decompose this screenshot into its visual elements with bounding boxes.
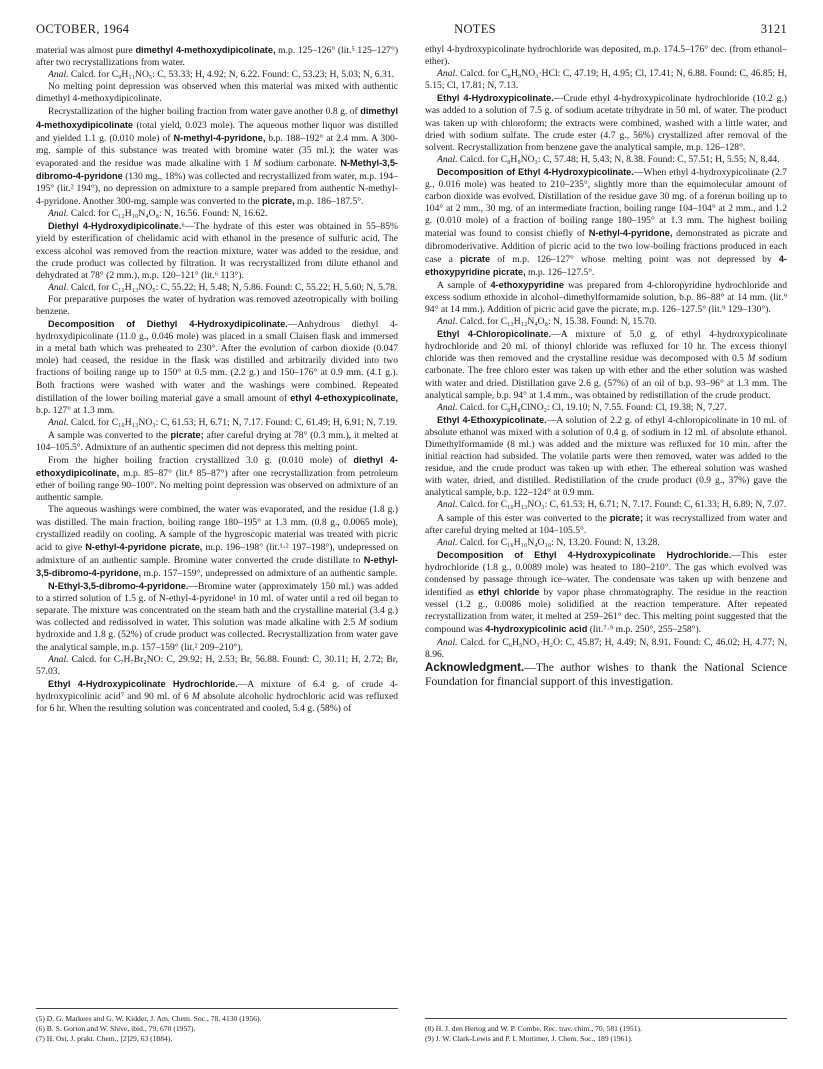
footnote: (7) H. Ost, J. prakt. Chem., [2]29, 63 (1884).: [36, 1034, 173, 1043]
paragraph: Anal. Calcd. for C₁₆H₁₆N₄O₁₀: N, 13.20. Found: N, 13.28.: [437, 536, 660, 548]
section-title: NOTES: [454, 22, 496, 36]
acknowledgment-text: —The author wishes to thank the National Science Foundation for financial support of this investigation.: [425, 660, 787, 688]
left-footnotes: [36, 1008, 398, 1044]
paragraph: Anal. Calcd. for C₈H₉NO₃·HCl: C, 47.19; H, 4.95; Cl, 17.41; N, 6.88. Found: C, 46.85; H, 5.15; Cl, 17.81; N, 7.13.: [425, 68, 787, 92]
paragraph: ethyl 4-hydroxypicolinate hydrochloride was deposited, m.p. 174.5–176° dec. (from ethanol–ether).: [425, 44, 787, 68]
paragraph: Anal. Calcd. for C₁₁H₁₃NO₅: C, 55.22; H, 5.48; N, 5.86. Found: C, 55.22; H, 5.60; N, 5.78.: [48, 281, 398, 293]
paragraph: Decomposition of Diethyl 4-Hydroxydipicolinate.—Anhydrous diethyl 4-hydroxydipicolinate (11.0 g., 0.046 mole) was placed in a small Claisen flask and immersed in a metal bath which was preheated to 230°. After the evolution of carbon dioxide (0.047 mole) had ceased, the residue in the flask was distilled and arbitrarily divided into two fractions of boiling range up to 150° at 0.5 mm. (2.2 g.) and 150–176° at 0.9 mm. (4.1 g.). Both fractions were washed with water and the washings were combined. Repeated distillation of the lower boiling material gave a small amount of ethyl 4-ethoxypicolinate, b.p. 127° at 1.3 mm.: [36, 319, 398, 416]
paragraph: The aqueous washings were combined, the water was evaporated, and the residue (1.8 g.) was distilled. The main fraction, boiling range 180–195° at 1.3 mm. (0.8 g., 0.0065 mole), crystallized readily on cooling. A sample of the hygroscopic material was treated with picric acid to give N-ethyl-4-pyridone picrate, m.p. 196–198° (lit.¹·² 197–198°), undepressed on admixture of an authentic sample. Bromine water converted the crude distillate to N-ethyl-3,5-dibromo-4-pyridone, m.p. 157–159°, undepressed on admixture of an authentic sample.: [36, 504, 398, 579]
footnote: (6) B. S. Gorton and W. Shive, ibid., 79, 670 (1957).: [36, 1024, 196, 1033]
paragraph: N-Ethyl-3,5-dibromo-4-pyridone.—Bromine water (approximately 150 ml.) was added to a stirred solution of 1.5 g. of N-ethyl-4-pyridone¹ in 10 ml. of water until a red oil began to separate. The mixture was concentrated on the steam bath and the crystalline material (3.4 g.) was collected and redissolved in water. This solution was made alkaline with 2.5 M sodium hydroxide and 1.8 g. (52%) of crude product was collected. Recrystallization from water gave the analytical sample, m.p. 157–159° (lit.² 209–210°).: [36, 581, 398, 653]
footnote: (5) D. G. Markees and G. W. Kidder, J. Am. Chem. Soc., 78, 4130 (1956).: [36, 1014, 262, 1023]
paragraph: No melting point depression was observed when this material was mixed with authentic dimethyl 4-methoxydipicolinate.: [36, 81, 398, 105]
paragraph: Anal. Calcd. for C₁₂H₁₀N₄O₈: N, 16.56. Found: N, 16.62.: [48, 208, 268, 220]
paragraph: Anal. Calcd. for C₇H₇Br₂NO: C, 29.92; H, 2.53; Br, 56.88. Found: C, 30.11; H, 2.72; Br, 57.03.: [36, 653, 398, 677]
left-column: [36, 44, 398, 1044]
paragraph: A sample of this ester was converted to the picrate; it was recrystallized from water and after careful drying melted at 104–105.5°.: [425, 512, 787, 536]
paragraph: material was almost pure dimethyl 4-methoxydipicolinate, m.p. 125–126° (lit.⁵ 125–127°) after two recrystallizations from water.: [36, 45, 398, 69]
running-head: [36, 22, 787, 40]
paragraph: Anal. Calcd. for C₉H₁₁NO₅: C, 53.33; H, 4.92; N, 6.22. Found: C, 53.23; H, 5.03; N, 6.31.: [48, 69, 394, 81]
acknowledgment-heading: Acknowledgment.: [425, 660, 525, 674]
issue-date: OCTOBER, 1964: [36, 22, 130, 36]
two-column-body: [36, 44, 787, 1044]
left-column-text: [36, 44, 398, 715]
paragraph: Anal. Calcd. for C₈H₈ClNO₂: Cl, 19.10; N, 7.55. Found: Cl, 19.38; N, 7.27.: [437, 401, 727, 413]
paragraph: Anal. Calcd. for C₆H₅NO₃·H₂O: C, 45.87; H, 4.49; N, 8.91. Found: C, 46.02; H, 4.77; N, 8.96.: [425, 636, 787, 660]
paragraph: Anal. Calcd. for C₁₀H₁₃NO₃: C, 61.53; H, 6.71; N, 7.17. Found: C, 61.33; H, 6.89; N, 7.07.: [437, 499, 787, 511]
paragraph: A sample was converted to the picrate; after careful drying at 78° (0.3 mm.), it melted at 104–105.5°. Admixture of an authentic specimen did not depress this melting point.: [36, 429, 398, 453]
paragraph: Decomposition of Ethyl 4-Hydroxypicolinate.—When ethyl 4-hydroxypicolinate (2.7 g., 0.016 mole) was heated to 210–235°, slightly more than the equimolecular amount of carbon dioxide was evolved. Distillation of the residue gave 30 mg. of a forerun boiling up to 104° at 2 mm., 30 mg. of an intermediate fraction, boiling range 104–104° at 2 mm., and 1.2 g. (0.010 mole) of a fraction of boiling range 180–195° at 1.3 mm. The highest boiling material was found to consist chiefly of N-ethyl-4-pyridone, demonstrated as picrate and dibromoderivative. Addition of picric acid to the two low-boiling fractions produced in each case a picrate of m.p. 126–127° whose melting point was not depressed by 4-ethoxypyridine picrate, m.p. 126–127.5°.: [425, 166, 787, 278]
paragraph: Ethyl 4-Hydroxypicolinate Hydrochloride.—A mixture of 6.4 g. of crude 4-hydroxypicolinic acid⁷ and 90 ml. of 6 M absolute alcoholic hydrochloric acid was refluxed for 6 hr. When the resulting solution was concentrated and cooled, 5.4 g. (58%) of: [36, 678, 398, 714]
footnote: (8) H. J. den Hertog and W. P. Combe, Rec. trav. chim., 70, 581 (1951).: [425, 1024, 642, 1033]
paragraph: Anal. Calcd. for C₁₃H₁₂N₄O₈: N, 15.38. Found: N, 15.70.: [437, 316, 657, 328]
paragraph: Diethyl 4-Hydroxydipicolinate.⁶—The hydrate of this ester was obtained in 55–85% yield by esterification of chelidamic acid with ethanol in the presence of sulfuric acid. The excess alcohol was removed from the reaction mixture, water was added to the residue, and the crude product was collected by filtration. It was recrystallized from dilute ethanol and dehydrated at 78° (2 mm.), m.p. 120–121° (lit.⁶ 113°).: [36, 221, 398, 281]
right-footnotes: [425, 1018, 787, 1044]
paragraph: Ethyl 4-Chloropicolinate.—A mixture of 5.0 g. of ethyl 4-hydroxypicolinate hydrochloride and 20 ml. of thionyl chloride was refluxed for 10 hr. The excess thionyl chloride was then removed and the crystalline residue was decomposed with 0.5 M sodium carbonate. The free chloro ester was taken up with ether and the ether solution was washed with water and dried. Distillation gave 2.6 g. (57%) of an oil of b.p. 93–96° at 1.3 mm. The analytical sample, b.p. 94° at 1.4 mm., was obtained by redistillation of the crude product.: [425, 329, 787, 401]
paragraph: Anal. Calcd. for C₈H₉NO₃: C, 57.48; H, 5.43; N, 8.38. Found: C, 57.51; H, 5.55; N, 8.44.: [437, 153, 780, 165]
paragraph: Decomposition of Ethyl 4-Hydroxypicolinate Hydrochloride.—This ester hydrochloride (1.8 g., 0.0089 mole) was heated to 180–210°. The gas which evolved was condensed by passage through ice–water. The condensate was taken up with benzene and identified as ethyl chloride by vapor phase chromatography. The residue in the reaction vessel (1.2 g., 0.0086 mole) solidified at the reaction temperature. After repeated recrystallization from water, it melted at 259–261° dec. This melting point suggested that the compound was 4-hydroxypicolinic acid (lit.⁷·⁹ m.p. 250°, 255–258°).: [425, 549, 787, 636]
paragraph: Ethyl 4-Ethoxypicolinate.—A solution of 2.2 g. of ethyl 4-chloropicolinate in 10 ml. of absolute ethanol was mixed with a solution of 0.4 g. of sodium in 12 ml. of absolute ethanol. Dimethylformamide (8 ml.) was added and the mixture was refluxed for 10 min. after the initial reaction had subsided. The volatile parts were then removed, water was added to the residue, and the crude product was taken up with ether. The ethereal solution was washed with water, dried, and distilled. Redistillation of the crude product (0.9 g., 37%) gave the analytical sample, b.p. 122–124° at 0.9 mm.: [425, 414, 787, 499]
right-column-text: [425, 44, 787, 661]
acknowledgment: [425, 661, 787, 689]
paragraph: Recrystallization of the higher boiling fraction from water gave another 0.8 g. of dimethyl 4-methoxydipicolinate (total yield, 0.023 mole). The aqueous mother liquor was distilled and yielded 1.1 g. (0.010 mole) of N-methyl-4-pyridone, b.p. 188–192° at 2.4 mm. A 300-mg. sample of this substance was treated with bromine water (35 ml.); the water was evaporated and the residue was made alkaline with 1 M sodium carbonate. N-Methyl-3,5-dibromo-4-pyridone (130 mg., 18%) was collected and recrystallized from water, m.p. 194–195° (lit.² 194°), no depression on admixture to a sample prepared from authentic N-methyl-4-pyridone. Another 300-mg. sample was converted to the picrate, m.p. 186–187.5°.: [36, 106, 398, 208]
paragraph: For preparative purposes the water of hydration was removed azeotropically with boiling benzene.: [36, 293, 398, 317]
paragraph: A sample of 4-ethoxypyridine was prepared from 4-chloropyridine hydrochloride and excess sodium ethoxide in alcohol–dimethylformamide solution, b.p. 86–88° at 14 mm. (lit.⁹ 94° at 14 mm.). Addition of picric acid gave the picrate, m.p. 126–127.5° (lit.⁹ 129–130°).: [425, 279, 787, 315]
paragraph: Anal. Calcd. for C₁₀H₁₃NO₃: C, 61.53; H, 6.71; N, 7.17. Found: C, 61.49; H, 6.91; N, 7.19.: [48, 416, 398, 428]
page-number: 3121: [760, 22, 787, 36]
footnote: (9) J. W. Clark-Lewis and P. I. Mortimer, J. Chem. Soc., 189 (1961).: [425, 1034, 633, 1043]
paragraph: Ethyl 4-Hydroxypicolinate.—Crude ethyl 4-hydroxypicolinate hydrochloride (10.2 g.) was added to a solution of 7.5 g. of sodium acetate trihydrate in 50 ml. of water. The product was taken up with chloroform; the extracts were combined, washed with a little water, and dried with sodium sulfate. The crude ester (4.7 g., 56%) crystallized after removal of the solvent. Recrystallization from benzene gave the analytical sample, m.p. 126–128°.: [425, 93, 787, 153]
paragraph: From the higher boiling fraction crystallized 3.0 g. (0.010 mole) of diethyl 4-ethoxydipicolinate, m.p. 85–87° (lit.⁸ 85–87°) after one recrystallization from petroleum ether of boiling range 90–100°. No melting point depression was observed on admixture of an authentic sample.: [36, 455, 398, 504]
right-column: [425, 44, 787, 1044]
